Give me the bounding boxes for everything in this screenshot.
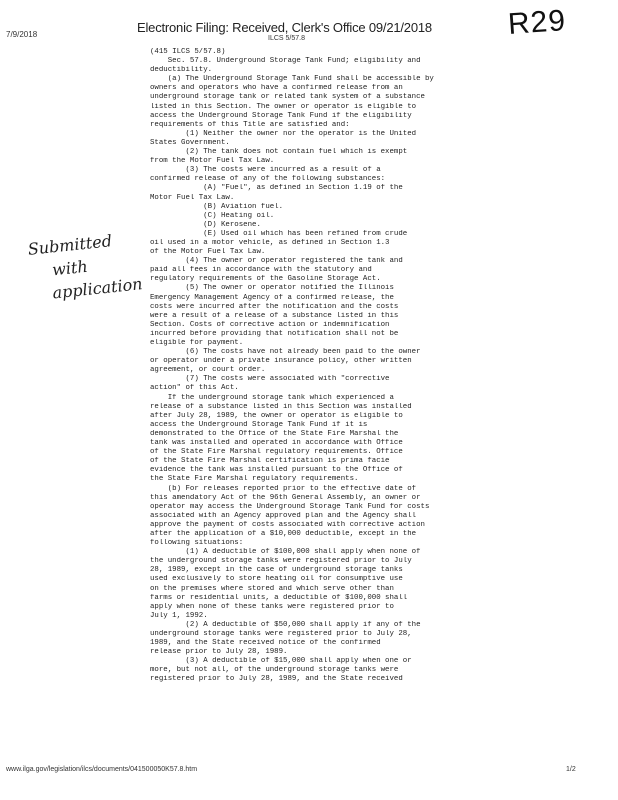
statute-line: If the underground storage tank which experienced a: [150, 393, 394, 402]
statute-line: (A) "Fuel", as defined in Section 1.19 of the: [150, 184, 403, 193]
statute-line: regulatory requirements of the Gasoline Storage Act.: [150, 275, 381, 284]
statute-line: of the State Fire Marshal regulatory requirements. Office: [150, 448, 403, 457]
statute-line: more, but not all, of the underground storage tanks were: [150, 666, 399, 675]
statute-line: owners and operators who have a confirmed release from an: [150, 84, 403, 93]
statute-line: underground storage tank or related tank system of a substance: [150, 93, 425, 102]
statute-line: farms or residential units, a deductible of $100,000 shall: [150, 593, 408, 602]
statute-line: following situations:: [150, 539, 244, 548]
statute-line: after the application of a $10,000 deductible, except in the: [150, 529, 417, 538]
statute-line: of the State Fire Marshal certification is prima facie: [150, 457, 390, 466]
statute-line: were a result of a release of a substance listed in this: [150, 311, 399, 320]
statute-line: or operator under a private insurance policy, other written: [150, 357, 412, 366]
statute-line: 1989, and the State received notice of the confirmed: [150, 639, 381, 648]
statute-line: deductibility.: [150, 66, 213, 75]
statute-line: (2) The tank does not contain fuel which is exempt: [150, 148, 408, 157]
statute-line: (E) Used oil which has been refined from crude: [150, 229, 408, 238]
statute-line: operator may access the Underground Storage Tank Fund for costs: [150, 502, 430, 511]
statute-line: agreement, or court order.: [150, 366, 266, 375]
statute-line: release prior to July 28, 1989.: [150, 648, 288, 657]
statute-line: associated with an Agency approved plan and the Agency shall: [150, 511, 417, 520]
statute-line: 28, 1989, except in the case of underground storage tanks: [150, 566, 403, 575]
statute-line: (2) A deductible of $50,000 shall apply if any of the: [150, 620, 421, 629]
handwritten-note-line: application: [51, 274, 144, 303]
statute-line: oil used in a motor vehicle, as defined in Section 1.3: [150, 238, 390, 247]
statute-line: registered prior to July 28, 1989, and the State received: [150, 675, 403, 684]
statute-line: underground storage tanks were registered prior to July 28,: [150, 630, 412, 638]
statute-line: after July 28, 1989, the owner or operator is eligible to: [150, 411, 403, 420]
statute-line: approve the payment of costs associated with corrective action: [150, 520, 425, 529]
statute-line: (D) Kerosene.: [150, 220, 261, 229]
statute-line: requirements of this Title are satisfied and:: [150, 120, 350, 129]
footer-url: www.ilga.gov/legislation/ilcs/documents/041500050K57.8.htm: [6, 766, 198, 773]
statute-line: Emergency Management Agency of a confirmed release, the: [150, 293, 394, 302]
statute-line: tank was installed and operated in accordance with Office: [150, 439, 403, 448]
handwritten-note: [27, 226, 144, 306]
section-subtitle: ILCS 5/57.8: [268, 35, 305, 42]
filing-stamp: Electronic Filing: Received, Clerk's Office 09/21/2018: [137, 20, 432, 35]
statute-line: (C) Heating oil.: [150, 211, 275, 220]
statute-line: access the Underground Storage Tank Fund if the eligibility: [150, 111, 412, 120]
statute-line: (7) The costs were associated with "corrective: [150, 375, 390, 384]
statute-line: (6) The costs have not already been paid to the owner: [150, 348, 421, 357]
statute-line: of the Motor Fuel Tax Law.: [150, 248, 266, 257]
statute-line: used exclusively to store heating oil for consumptive use: [150, 575, 403, 584]
page-id-mark: R29: [506, 4, 568, 41]
statute-line: demonstrated to the Office of the State Fire Marshal the: [150, 429, 399, 438]
footer-page-number: 1/2: [566, 766, 576, 773]
statute-line: the underground storage tanks were registered prior to July: [150, 557, 412, 566]
statute-line: (b) For releases reported prior to the effective date of: [150, 484, 417, 493]
statute-line: apply when none of these tanks were registered prior to: [150, 602, 394, 611]
statute-line: Motor Fuel Tax Law.: [150, 193, 235, 202]
statute-line: this amendatory Act of the 96th General Assembly, an owner or: [150, 493, 421, 502]
statute-text: [150, 48, 462, 685]
statute-line: eligible for payment.: [150, 339, 244, 347]
statute-line: incurred before providing that notification shall not be: [150, 329, 399, 338]
statute-line: (3) The costs were incurred as a result of a: [150, 166, 381, 175]
print-date: 7/9/2018: [6, 30, 38, 39]
statute-line: (a) The Underground Storage Tank Fund shall be accessible by: [150, 75, 434, 84]
statute-line: release of a substance listed in this Section was installed: [150, 402, 412, 411]
statute-line: on the premises where stored and which serve other than: [150, 584, 394, 593]
handwritten-note-line: Submitted: [26, 231, 113, 259]
statute-line: (4) The owner or operator registered the tank and: [150, 257, 403, 266]
statute-line: (5) The owner or operator notified the Illinois: [150, 284, 394, 293]
statute-line: Section. Costs of corrective action or indemnification: [150, 320, 390, 329]
statute-line: evidence the tank was installed pursuant to the Office of: [150, 466, 403, 475]
statute-line: (415 ILCS 5/57.8): [150, 48, 226, 56]
statute-line: States Government.: [150, 138, 230, 147]
statute-line: (1) A deductible of $100,000 shall apply when none of: [150, 548, 421, 557]
statute-line: (B) Aviation fuel.: [150, 202, 284, 211]
statute-line: paid all fees in accordance with the statutory and: [150, 266, 372, 275]
statute-line: (3) A deductible of $15,000 shall apply when one or: [150, 657, 412, 666]
statute-line: (1) Neither the owner nor the operator is the United: [150, 129, 417, 138]
statute-line: July 1, 1992.: [150, 611, 208, 620]
statute-line: access the Underground Storage Tank Fund if it is: [150, 420, 368, 429]
statute-line: listed in this Section. The owner or operator is eligible to: [150, 102, 417, 111]
statute-line: the State Fire Marshal regulatory requirements.: [150, 475, 359, 484]
statute-line: action" of this Act.: [150, 384, 239, 393]
statute-line: Sec. 57.8. Underground Storage Tank Fund; eligibility and: [150, 57, 421, 66]
handwritten-note-line: with: [51, 256, 89, 280]
statute-line: confirmed release of any of the following substances:: [150, 175, 386, 184]
statute-line: from the Motor Fuel Tax Law.: [150, 157, 275, 166]
statute-line: costs were incurred after the notification and the costs: [150, 302, 399, 311]
